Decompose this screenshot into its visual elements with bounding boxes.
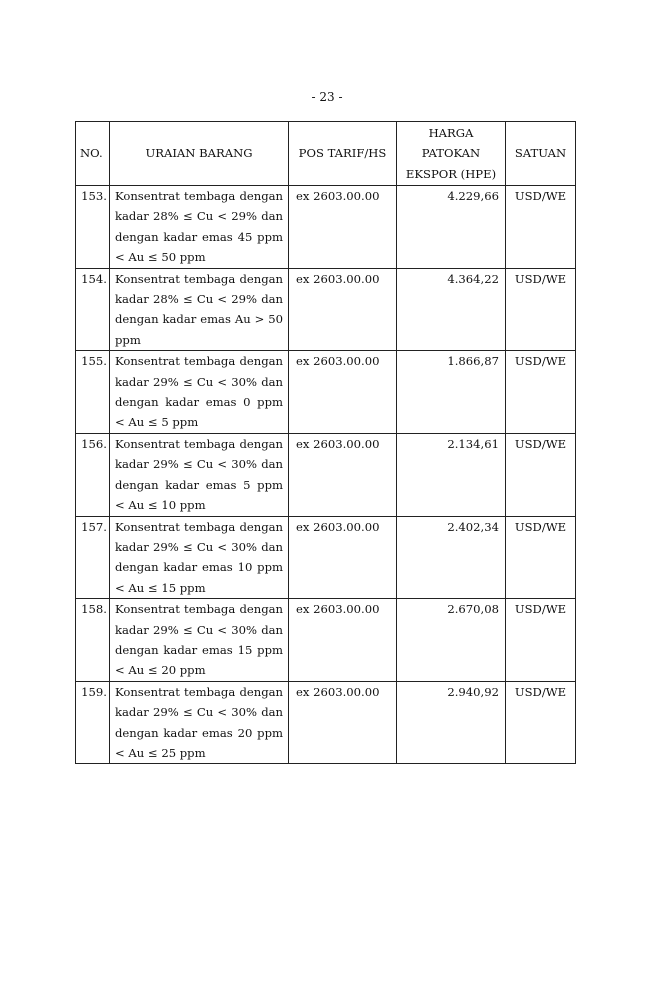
header-uraian: URAIAN BARANG [110,122,289,186]
row-pos-tarif: ex 2603.00.00 [289,433,397,516]
row-unit: USD/WE [506,516,576,599]
header-pos: POS TARIF/HS [289,122,397,186]
row-number: 158. [76,599,110,682]
row-unit: USD/WE [506,351,576,434]
row-number: 155. [76,351,110,434]
row-pos-tarif: ex 2603.00.00 [289,186,397,269]
row-hpe-value: 2.670,08 [397,599,506,682]
hpe-table [75,121,576,764]
row-description: Konsentrat tembaga dengan kadar 29% ≤ Cu < 30% dan dengan kadar emas 15 ppm < Au ≤ 20 ppm [110,599,289,682]
row-number: 153. [76,186,110,269]
row-unit: USD/WE [506,268,576,351]
table-row [76,599,576,682]
header-no: NO. [76,122,110,186]
table-row [76,351,576,434]
row-number: 154. [76,268,110,351]
row-description: Konsentrat tembaga dengan kadar 28% ≤ Cu < 29% dan dengan kadar emas Au > 50 ppm [110,268,289,351]
header-satuan: SATUAN [506,122,576,186]
row-number: 159. [76,681,110,764]
table-row [76,268,576,351]
row-hpe-value: 4.364,22 [397,268,506,351]
row-hpe-value: 2.940,92 [397,681,506,764]
row-unit: USD/WE [506,186,576,269]
row-pos-tarif: ex 2603.00.00 [289,599,397,682]
row-unit: USD/WE [506,599,576,682]
row-unit: USD/WE [506,433,576,516]
table-row [76,433,576,516]
row-hpe-value: 1.866,87 [397,351,506,434]
row-description: Konsentrat tembaga dengan kadar 29% ≤ Cu < 30% dan dengan kadar emas 5 ppm < Au ≤ 10 ppm [110,433,289,516]
table-row [76,681,576,764]
row-hpe-value: 2.402,34 [397,516,506,599]
row-pos-tarif: ex 2603.00.00 [289,516,397,599]
row-pos-tarif: ex 2603.00.00 [289,681,397,764]
row-description: Konsentrat tembaga dengan kadar 28% ≤ Cu < 29% dan dengan kadar emas 45 ppm < Au ≤ 50 ppm [110,186,289,269]
table-row [76,516,576,599]
table-row [76,186,576,269]
row-number: 157. [76,516,110,599]
page-number: - 23 - [311,90,343,104]
row-number: 156. [76,433,110,516]
row-pos-tarif: ex 2603.00.00 [289,268,397,351]
row-description: Konsentrat tembaga dengan kadar 29% ≤ Cu < 30% dan dengan kadar emas 20 ppm < Au ≤ 25 ppm [110,681,289,764]
row-hpe-value: 2.134,61 [397,433,506,516]
row-pos-tarif: ex 2603.00.00 [289,351,397,434]
header-hpe: HARGA PATOKAN EKSPOR (HPE) [397,122,506,186]
row-description: Konsentrat tembaga dengan kadar 29% ≤ Cu < 30% dan dengan kadar emas 10 ppm < Au ≤ 15 ppm [110,516,289,599]
row-description: Konsentrat tembaga dengan kadar 29% ≤ Cu < 30% dan dengan kadar emas 0 ppm < Au ≤ 5 ppm [110,351,289,434]
table-header-row [76,122,576,186]
row-unit: USD/WE [506,681,576,764]
row-hpe-value: 4.229,66 [397,186,506,269]
